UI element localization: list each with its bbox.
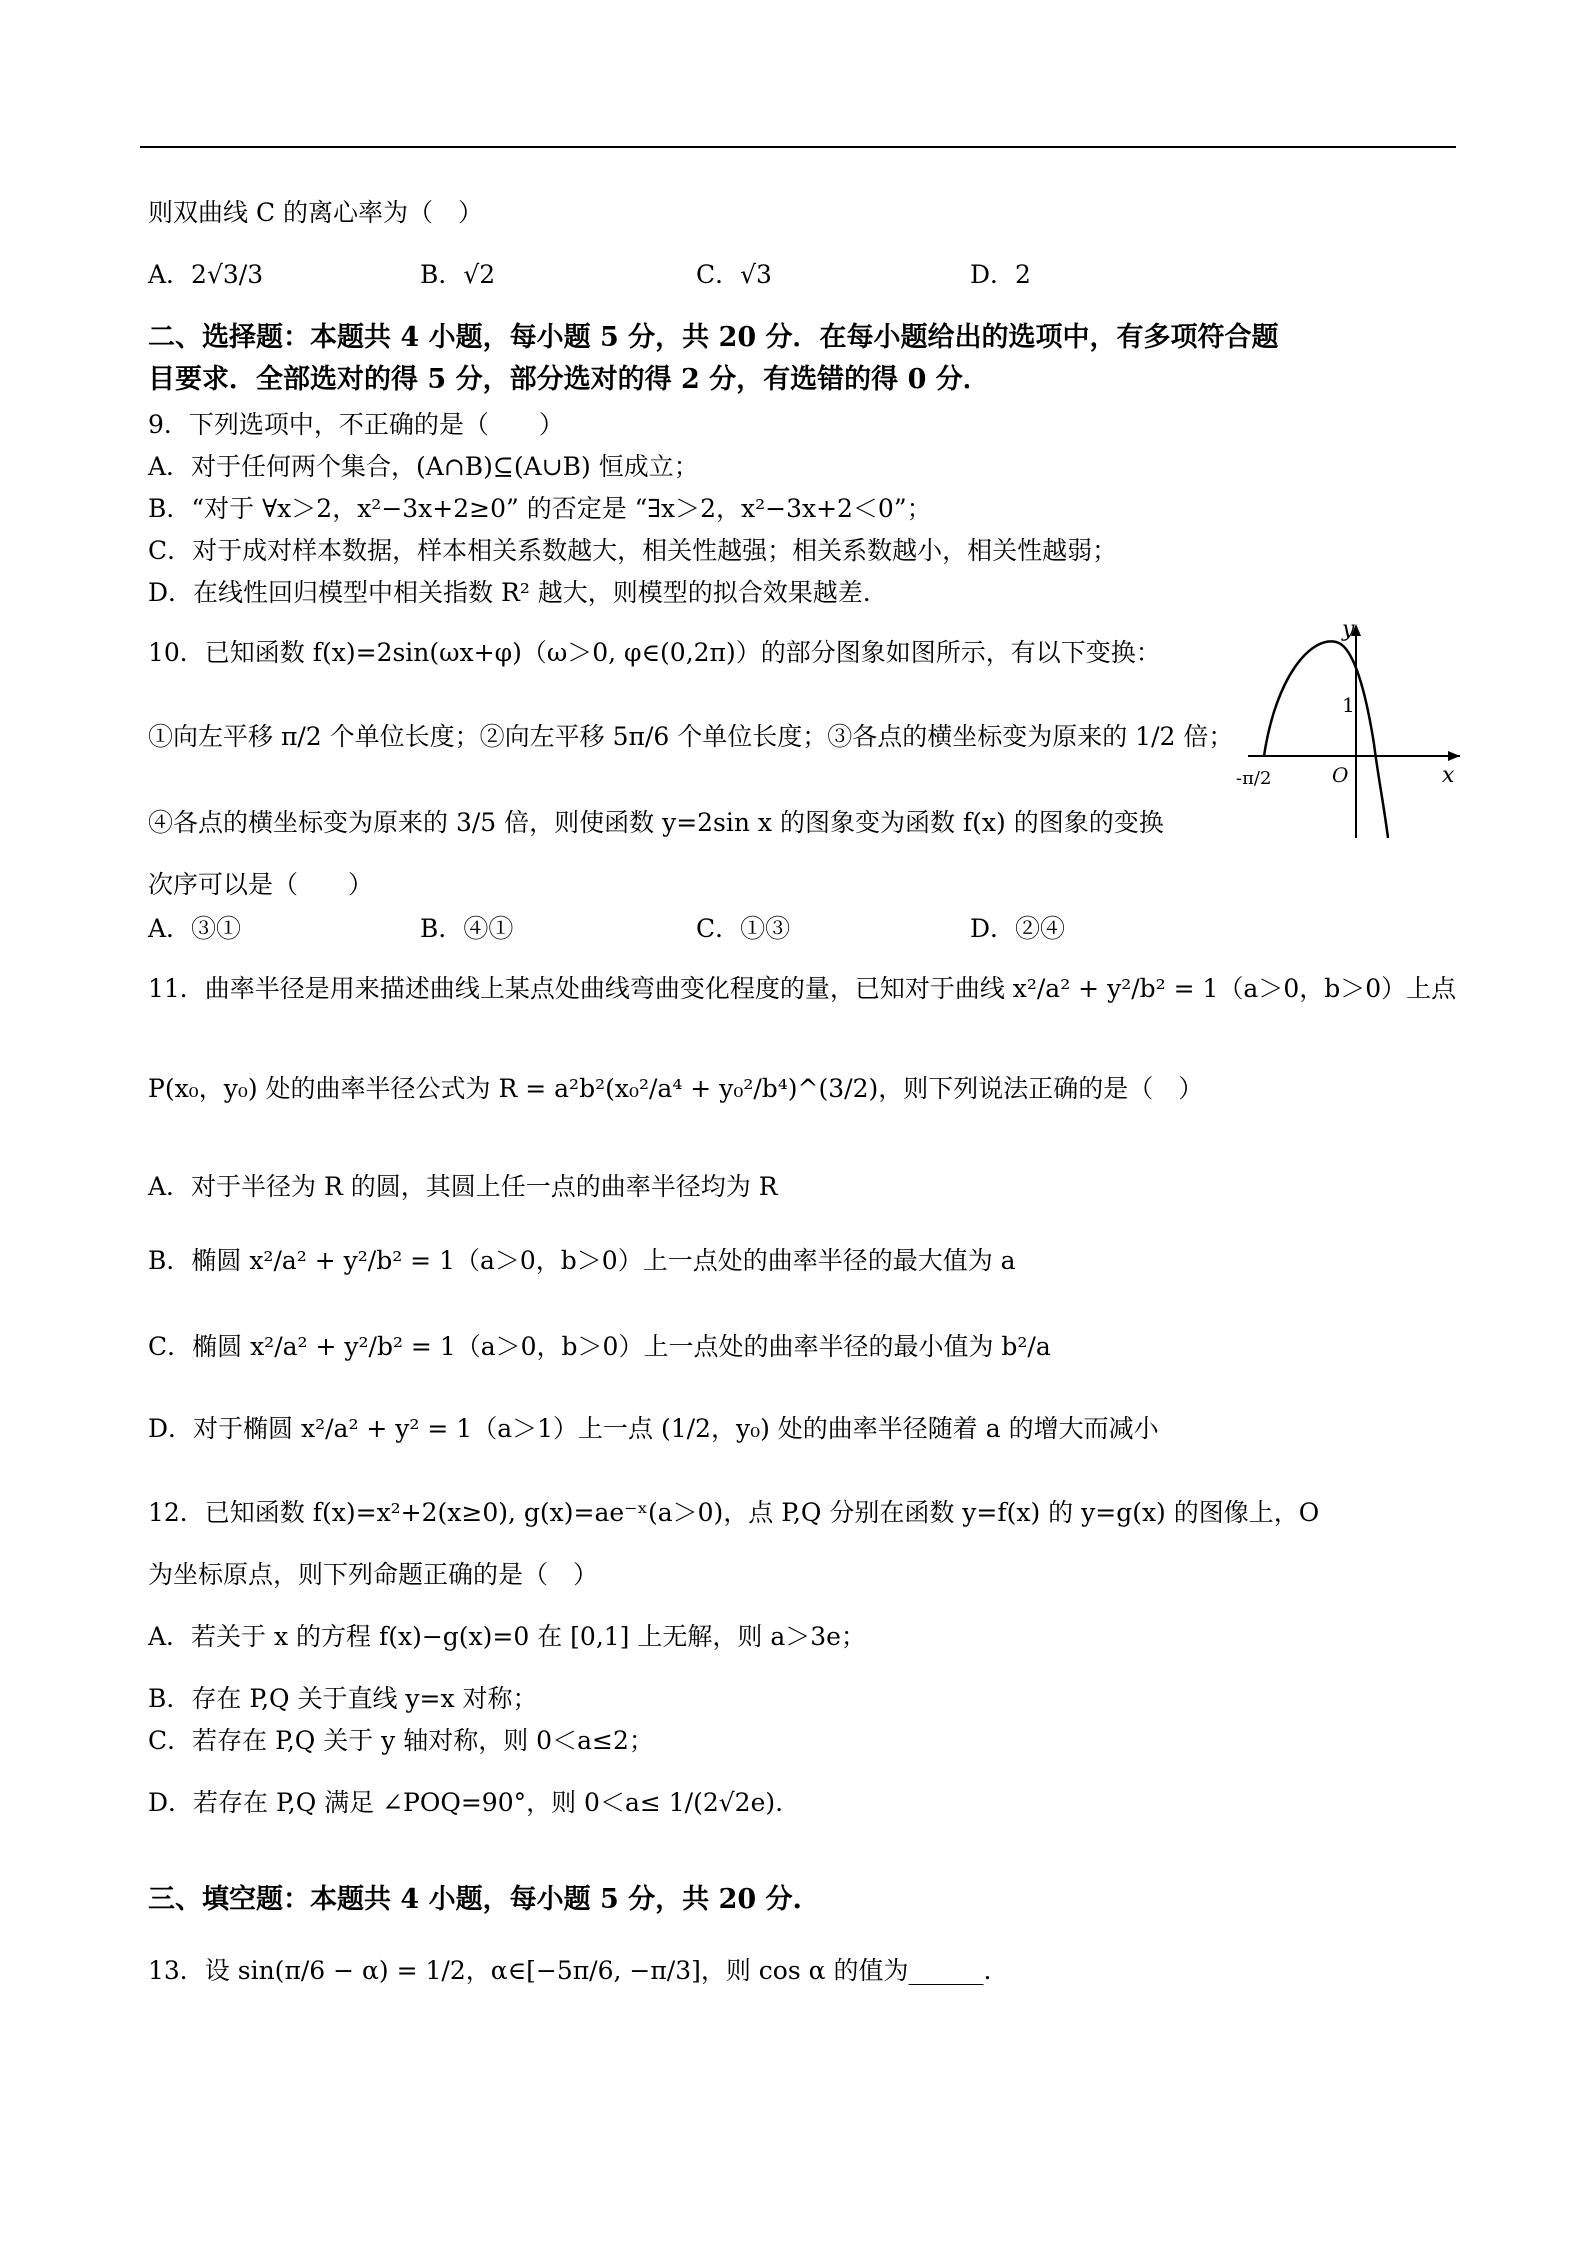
q10-function-graph — [1236, 616, 1466, 846]
x-tick-label: -π/2 — [1236, 768, 1272, 789]
header-rule — [140, 146, 1456, 148]
q12-option-c: C．若存在 P,Q 关于 y 轴对称，则 0＜a≤2； — [148, 1726, 654, 1755]
q10-option-b: B．④① — [420, 914, 514, 943]
q10-option-c: C．①③ — [696, 914, 791, 943]
q12-option-d: D．若存在 P,Q 满足 ∠POQ=90°，则 0＜a≤ 1/(2√2e). — [148, 1788, 784, 1817]
x-axis-arrow-icon — [1448, 751, 1460, 761]
q9-option-a: A．对于任何两个集合，(A∩B)⊆(A∪B) 恒成立； — [148, 452, 699, 481]
q10-line3: ④各点的横坐标变为原来的 3/5 倍，则使函数 y=2sin x 的图象变为函数 f(x) 的图象的变换 — [148, 808, 1164, 837]
q10-line4: 次序可以是（ ） — [148, 870, 374, 899]
q12-option-b: B．存在 P,Q 关于直线 y=x 对称； — [148, 1684, 538, 1713]
q8-option-a: A．2√3/3 — [148, 260, 264, 289]
q10-line1: 10．已知函数 f(x)=2sin(ωx+φ)（ω＞0, φ∈(0,2π)）的部分图象如图所示，有以下变换： — [148, 638, 1161, 667]
q12-line2: 为坐标原点，则下列命题正确的是（ ） — [148, 1560, 599, 1589]
q8-stem: 则双曲线 C 的离心率为（ ） — [148, 198, 484, 227]
q8-option-b: B．√2 — [420, 260, 496, 289]
section2-heading-line1: 二、选择题：本题共 4 小题，每小题 5 分，共 20 分．在每小题给出的选项中，有多项符合题 — [148, 322, 1279, 353]
q13-line1: 13．设 sin(π/6 − α) = 1/2，α∈[−5π/6, −π/3]，则 cos α 的值为______. — [148, 1956, 992, 1985]
q9-option-d: D．在线性回归模型中相关指数 R² 越大，则模型的拟合效果越差. — [148, 578, 871, 607]
q12-line1: 12．已知函数 f(x)=x²+2(x≥0), g(x)=ae⁻ˣ(a＞0)，点 P,Q 分别在函数 y=f(x) 的 y=g(x) 的图像上，O — [148, 1498, 1320, 1527]
q10-option-a: A．③① — [148, 914, 242, 943]
x-axis-label: x — [1442, 763, 1455, 788]
origin-label: O — [1332, 763, 1349, 787]
q11-option-a: A．对于半径为 R 的圆，其圆上任一点的曲率半径均为 R — [148, 1172, 778, 1201]
q8-option-c: C．√3 — [696, 260, 772, 289]
q9-stem: 9．下列选项中，不正确的是（ ） — [148, 410, 564, 439]
q11-option-c: C．椭圆 x²/a² + y²/b² = 1（a＞0，b＞0）上一点处的曲率半径的最小值为 b²/a — [148, 1332, 1051, 1361]
q11-line2: P(x₀，y₀) 处的曲率半径公式为 R = a²b²(x₀²/a⁴ + y₀²/b⁴)^(3/2)，则下列说法正确的是（ ） — [148, 1074, 1204, 1103]
q9-option-c: C．对于成对样本数据，样本相关系数越大，相关性越强；相关系数越小，相关性越弱； — [148, 536, 1118, 565]
q11-option-b: B．椭圆 x²/a² + y²/b² = 1（a＞0，b＞0）上一点处的曲率半径的最大值为 a — [148, 1246, 1016, 1275]
q11-line1: 11．曲率半径是用来描述曲线上某点处曲线弯曲变化程度的量，已知对于曲线 x²/a² + y²/b² = 1（a＞0，b＞0）上点 — [148, 974, 1457, 1003]
section2-heading-line2: 目要求．全部选对的得 5 分，部分选对的得 2 分，有选错的得 0 分． — [148, 364, 990, 395]
section3-heading: 三、填空题：本题共 4 小题，每小题 5 分，共 20 分. — [148, 1884, 802, 1915]
q11-option-d: D．对于椭圆 x²/a² + y² = 1（a＞1）上一点 (1/2，y₀) 处的曲率半径随着 a 的增大而减小 — [148, 1414, 1159, 1443]
q8-option-d: D．2 — [970, 260, 1031, 289]
sine-curve — [1264, 641, 1388, 838]
y-tick-label: 1 — [1342, 693, 1355, 717]
q10-line2: ①向左平移 π/2 个单位长度；②向左平移 5π/6 个单位长度；③各点的横坐标变为原来的 1/2 倍； — [148, 722, 1234, 751]
y-axis-label: y — [1342, 617, 1355, 642]
q9-option-b: B．“对于 ∀x＞2，x²−3x+2≥0” 的否定是 “∃x＞2，x²−3x+2＜0”； — [148, 494, 932, 523]
q12-option-a: A．若关于 x 的方程 f(x)−g(x)=0 在 [0,1] 上无解，则 a＞3e； — [148, 1622, 866, 1651]
q10-option-d: D．②④ — [970, 914, 1066, 943]
